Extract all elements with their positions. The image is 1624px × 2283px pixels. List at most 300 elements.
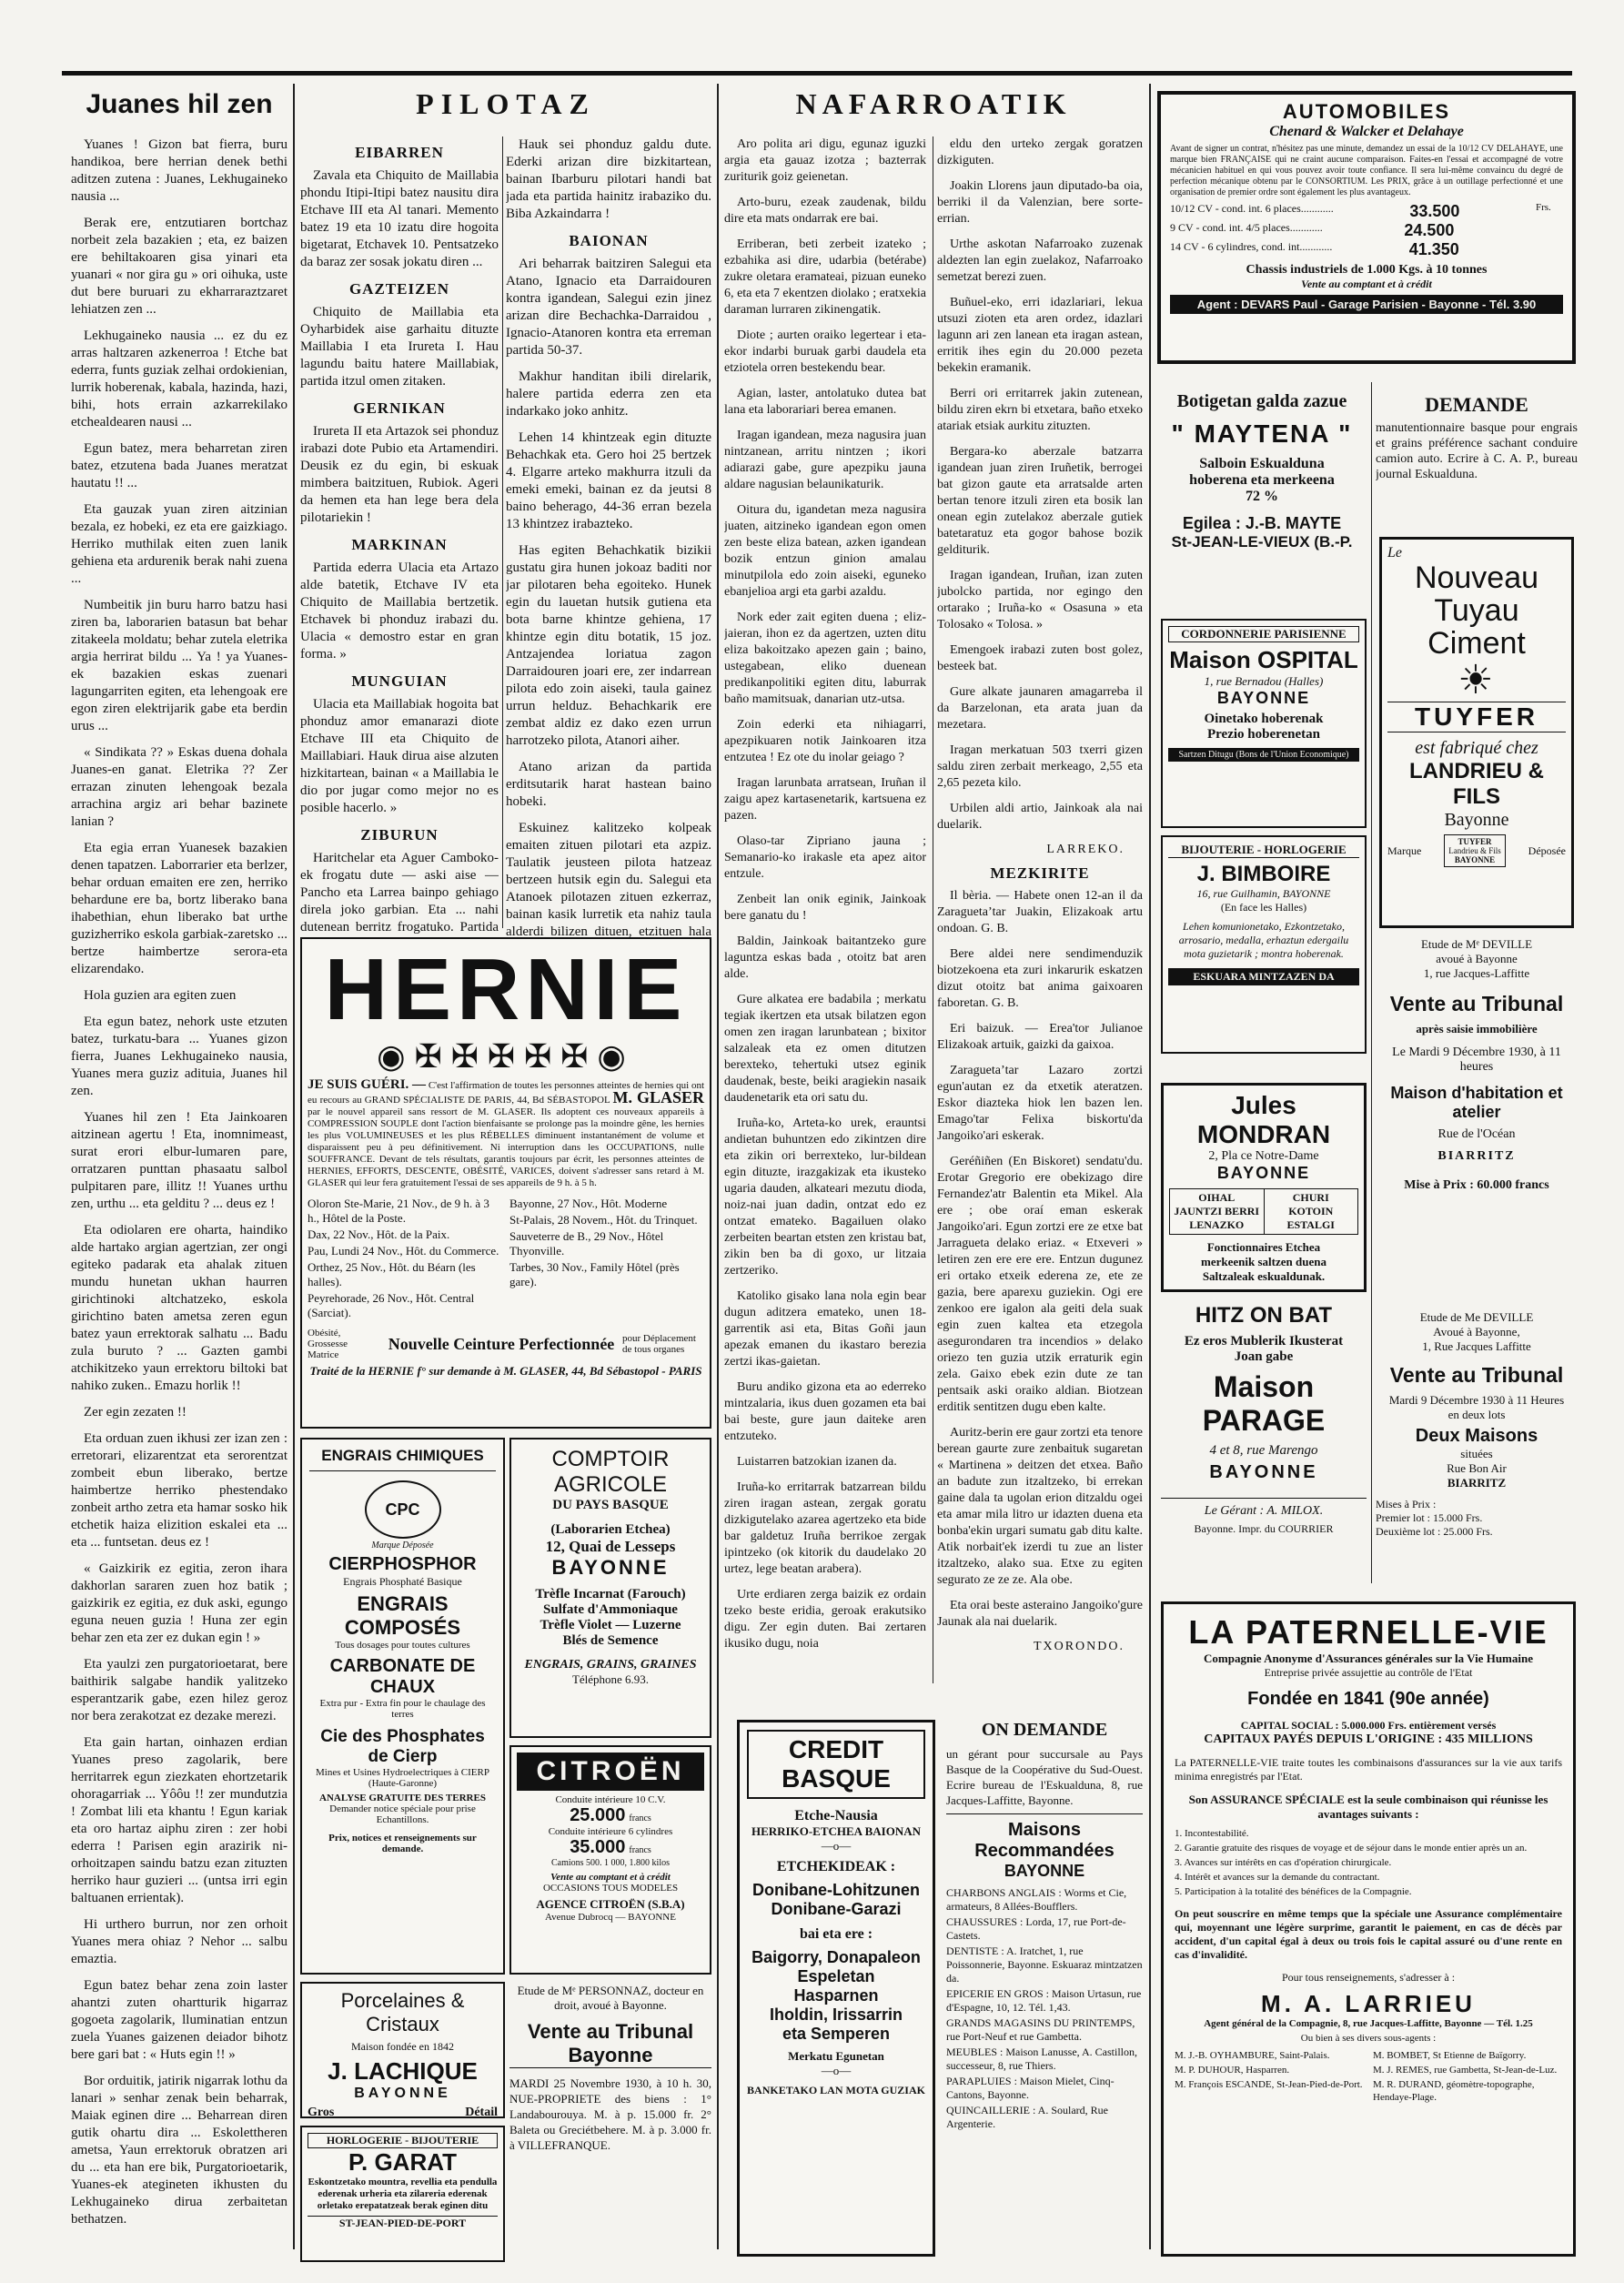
subsection-title: MARKINAN: [351, 536, 448, 553]
ad-text: est fabriqué chez: [1415, 738, 1538, 758]
paragraph: Partida ederra Ulacia eta Artazo alde batetik, Etchave IV eta Chiquito de Maillabia bertzetik. Etchavek bi phonduz irabazi du. Ulacia « demostro estar en gran forma. »: [300, 561, 499, 662]
ad-credit-basque: [737, 1720, 935, 2257]
ad-text: bai eta ere :: [799, 1926, 873, 1942]
paragraph: Iragan merkatuan 503 txerri gizen saldu ziren zerbait merkeago, 2,55 eta 2,65 pezeta kilo.: [937, 743, 1143, 790]
list-item: M. J.-B. OYHAMBURE, Saint-Palais.: [1175, 2050, 1330, 2061]
printer-line: Bayonne. Impr. du COURRIER: [1194, 1522, 1334, 1535]
ad-text: Entreprise privée assujettie au contrôle de l'Etat: [1264, 1666, 1473, 1679]
ad-text: CHURI: [1292, 1191, 1329, 1204]
article-title: Juanes hil zen: [86, 89, 273, 119]
paragraph: Eta orai beste asteraino Jangoiko'gure Jaunak ala nai duelarik.: [937, 1599, 1143, 1629]
paragraph: Bergara-ko aberzale batzarra igandean juan ziren Iruñetik, berrogei bat gizon gaute eta arratsalde arten bertan tenore itzuli ziren eta bosik lan onean egin zutelakoz aberzale gutiek batetaratuz eta gogor bahose bozik gelditurik.: [937, 445, 1143, 557]
price-unit: francs: [629, 1845, 651, 1855]
paragraph: Urbilen aldi artio, Jainkoak ala nai duelarik.: [937, 802, 1143, 832]
ad-garat: [300, 2126, 505, 2262]
price-value: 41.350: [1408, 240, 1459, 258]
ad-title: HITZ ON BAT: [1195, 1303, 1333, 1328]
ad-text: Marque Déposée: [371, 1541, 434, 1551]
ad-text: OIHAL: [1198, 1191, 1236, 1204]
paragraph: Agian, laster, antolatuko dutea bat lana eta laborariari berea emanen.: [724, 387, 926, 417]
ad-text: Maison d'habitation et atelier: [1390, 1084, 1563, 1121]
paragraph: Egun batez, mera beharretan ziren batez, etzutena bada Juanes meratzat hautatu !! ...: [71, 441, 287, 490]
pilotaz-col-b: [506, 136, 711, 937]
ad-title: Porcelaines & Cristaux: [340, 1989, 465, 2036]
medal-icon: ✠: [524, 1038, 561, 1075]
paragraph: Bor orduitik, jatirik nigarrak lothu da lanari » senhar zenak bein beharrak, Maiak eginen dire ... Beharrean diren gutik ohartu dira ... Eskolettheren ametsa, Yaun errektoruk obratzen ari du ... eta han ere bik, Purgatorioetarik, Yuanes-ek ategineten ikhusten du Lekhugaineko dirua zerbaitetan bethatzen.: [71, 2074, 287, 2227]
paragraph: Luistarren batzokian izanen da.: [737, 1455, 897, 1469]
advantages-list: [1175, 1827, 1562, 1898]
ad-text: LENAZKO: [1189, 1218, 1245, 1231]
ad-text: Botigetan galda zazue: [1176, 391, 1347, 411]
ad-text: situées: [1460, 1447, 1493, 1460]
ad-title: COMPTOIR AGRICOLE: [551, 1447, 670, 1497]
ad-text: après saisie immobilière: [1416, 1022, 1538, 1035]
ad-text: Ou bien à ses divers sous-agents :: [1300, 2033, 1437, 2044]
ad-text: Demander notice spéciale pour prise Echantillons.: [329, 1803, 476, 1825]
paragraph: Chiquito de Maillabia eta Oyharbidek aise garhaitu dituzte Maillabia I eta Irureta I. Hau lagundu baitu hatere Maillabiak, partida itzul omen zitaken.: [300, 305, 499, 389]
paragraph: Katoliko gisako lana nola egin bear dugun aditzera emateko, unen 18-garrentik asi eta, Bitas Goñi jaun apezak emanen du ikastaro berezia zertzi ikas-gaietan.: [724, 1289, 926, 1369]
ad-text: BIARRITZ: [1437, 1149, 1516, 1163]
ad-parage: [1161, 1303, 1367, 1567]
ad-text: Baigorry, Donapaleon: [751, 1948, 921, 1966]
article-body: [71, 136, 287, 2228]
ad-text: Prezio hoberenetan: [1206, 727, 1320, 742]
ad-text: Avant de signer un contrat, n'hésitez pas une minute, demandez un essai de la 10/12 CV DELAHAYE, une marque bien FRANÇAISE qui ne craint aucune comparaison. Faites-en l'essai et accompagné de votre mécanicien habituel en qui vous pouvez avoir toute confiance. Il sera lui-même convaincu du degré de perfection mécanique obtenu par le CONSORTIUM. Les PRIX, grâce à un outillage perfectionné et une organisation de premier ordre sont également les plus avantageux.: [1170, 144, 1563, 197]
paragraph: Has egiten Behachkatik bizikii gustatu gira hunen jokoaz baditi nor jar pilotaren beha egoiteko. Hunek egin du lauetan hutsik gutiena eta bota barne khintze gehiena, 17 khintze egin ditu botatik, 15 joz. Antzajendea loriatua zagon Darraidouren joari ere, zer indarrean pilota edo zoin aiseki, taula gainez urrun helduz. Behachkarik ere zembat aldiz ez dako ezen urrun harrotzeko pilota, Atanori aiher.: [506, 543, 711, 748]
ad-bimboire: [1161, 835, 1367, 1054]
paragraph: Yuanes hil zen ! Eta Jainkoaren aitzinean agertu ! Eta, inomnimeast, surat erori elbur-lumaren pare, orratzaren punttan phasaatu salbol pulpitaren pare, illitz !! Yuanes urthu zen, urthu ... eta gelditu ? ... deus ez !: [71, 1110, 287, 1211]
subsection-title: MEZKIRITE: [990, 864, 1090, 882]
price-row: [1170, 221, 1563, 240]
paragraph: Joakin Llorens jaun diputado-ba oia, berriki il da Valenzian, bere sorte-errian.: [937, 179, 1143, 226]
ad-text: Avenue Dubrocq — BAYONNE: [545, 1912, 676, 1923]
paragraph: Iragan igandean, Iruñan, izan zuten jubolcko partida, nor egingo den ortarako ; Iruña-ko « Osasuna » eta Tolosako « Tolosa. »: [937, 569, 1143, 631]
subsection-title: EIBARREN: [355, 144, 444, 161]
paragraph: Iruña-ko, Arteta-ko urek, erauntsi andietan buhuntzen edo zikintzen dire eta zikin ori berrexteko, lur-bildean egin dituzte, irazgakizak eta ikusteko ugaria dauden, alkateari mezutu dioda, noiz-nai juan dadin, ontzat edo ez ontzat emateko. Bagailuen olako zerbeiten beartan etsten zen kristau bat, zikin ben ba di goxo, ur litzaia zertzeriko.: [724, 1116, 926, 1278]
ad-text: HERRIKO-ETCHEA BAIONAN: [751, 1824, 921, 1838]
list-item: M. J. REMES, rue Gambetta, St-Jean-de-Luz.: [1373, 2065, 1558, 2076]
price-value: 24.500: [1404, 221, 1455, 239]
ad-text: Téléphone 6.93.: [571, 1672, 650, 1686]
town-item: St-Palais, 28 Novem., Hôt. du Trinquet.: [509, 1213, 698, 1227]
ad-foot: pour Déplacement de tous organes: [622, 1333, 696, 1355]
town-item: Pau, Lundi 24 Nov., Hôt. du Commerce.: [308, 1244, 499, 1258]
ad-text: Le Mardi 9 Décembre 1930, à 11 heures: [1392, 1046, 1561, 1074]
ad-foot: Nouvelle Ceinture Perfectionnée: [388, 1334, 615, 1353]
paragraph: Buru andiko gizona eta ao ederreko mintzalaria, ikus duen gozamen eta bai bai beste, gure jaun daiteke aren entzuteko.: [724, 1380, 926, 1443]
ad-text: La PATERNELLE-VIE traite toutes les combinaisons d'assurances sur la vie aux tarifs minima enregistrés par l'Etat.: [1175, 1756, 1562, 1783]
ad-text: ESKUARA MINTZAZEN DA: [1168, 968, 1359, 985]
ad-text: Premier lot : 15.000 Frs.: [1376, 1511, 1483, 1524]
list-item: PARAPLUIES : Maison Mielet, Cinq-Cantons, Bayonne.: [946, 2075, 1115, 2101]
ad-text: Deux Maisons: [1415, 1426, 1538, 1446]
ad-text: Joan gabe: [1234, 1349, 1294, 1364]
seal-text: BAYONNE: [1454, 855, 1496, 864]
list-item: M. François ESCANDE, St-Jean-Pied-de-Port.: [1175, 2079, 1363, 2090]
ad-foot: Obésité, Grossesse Matrice: [308, 1328, 348, 1360]
paragraph: Gure alkate jaunaren amagarreba il da Barzelonan, eta arata juan da mezetara.: [937, 685, 1143, 732]
ad-title: Vente au Tribunal Bayonne: [509, 2020, 711, 2068]
ad-text: 1, rue Jacques-Laffitte: [1423, 966, 1530, 980]
list-item: 3. Avances sur intérêts en cas d'opération chirurgicale.: [1175, 1857, 1392, 1868]
ad-text: Marque: [1387, 843, 1422, 857]
top-rule: [62, 71, 1572, 76]
ad-text: BAYONNE: [551, 1556, 670, 1579]
ad-text: BAYONNE: [1209, 1462, 1318, 1482]
ad-title: CITROËN: [517, 1753, 704, 1791]
medal-icon: ✠: [560, 1038, 598, 1075]
brand-name: TUYFER: [1387, 702, 1566, 732]
ad-text: Fonctionnaires Etchea: [1206, 1240, 1321, 1254]
ad-text: Conduite intérieure 10 C.V.: [555, 1794, 666, 1805]
paragraph: Eskuinez kalitzeko kolpeak emaiten zituen pilotari eta azpiz. Taulatik jeusteen pilota hatzeaz bertzeen hutsik egin du. Salegui eta Atanoek pilotazen zituen ezkerraz, bainan kasik lurretik eta nahiz taula alderdi bilizen dituen, etzituen hala: [506, 821, 711, 937]
ad-text: Extra pur - Extra fin pour le chaulage des terres: [319, 1698, 486, 1720]
ad-title: Maison OSPITAL: [1169, 646, 1358, 673]
ad-text: —o—: [821, 2064, 852, 2077]
ad-paternelle: [1161, 1601, 1576, 2257]
ad-text: Prix, notices et renseignements sur demande.: [328, 1833, 477, 1854]
column-divider: [1149, 84, 1151, 2249]
paragraph: Auritz-berin ere gaur zortzi eta tenore berean gaurte zure zenbaituk sugaretan « Martinena » deitzen det etxea. Baño an badute zun itzaltzeko, bi errekan gaine dala ta ugolan erion ditzaldu ogei eta amar mila litro ur idazten duena eta bonba'ekin urgari sumatu gab ditu kalte. Atik norbait'ek izerdi tu zue an lister itzaltzeko, alako sua. Etxe zu egiten segurato ze ze ze. Ala obe.: [937, 1426, 1143, 1587]
ad-title: J. BIMBOIRE: [1196, 862, 1331, 886]
ad-text: Vente au comptant et à crédit: [1301, 278, 1432, 290]
list-item: EPICERIE EN GROS : Maison Urtasun, rue d'Espagne, 10, 12. Tél. 1,43.: [946, 1987, 1142, 2014]
price-row: [1170, 240, 1563, 259]
ad-text: Donibane-Garazi: [771, 1900, 902, 1918]
ad-text: Etche-Nausia: [794, 1808, 878, 1823]
ad-text: —o—: [821, 1839, 852, 1853]
list-item: M. BOMBET, St Etienne de Baïgorry.: [1373, 2050, 1527, 2061]
ad-on-demande: [946, 1720, 1143, 2257]
ad-text: OCCASIONS TOUS MODELES: [542, 1883, 679, 1894]
ad-text: JAUNTZI BERRI: [1174, 1205, 1260, 1217]
paragraph: Irureta II eta Artazok sei phonduz irabazi dote Pubio eta Artamendiri. Deusik ez du egin, bi eskuak mimbera baitzituen, Rubiok. Ageri da hemen eta han lege bera dela pilotariekin !: [300, 424, 499, 525]
paragraph: Egun batez behar zena zoin laster ahantzi zuten ohartturik higarraz gogoeta zagolarik, lluminatian entzun zuela Yuanes gaizenen deiador bihotz bere gari bat : « Huts egin !! »: [71, 1978, 287, 2062]
price-unit: [1536, 240, 1563, 259]
ad-text: Cie des Phosphates de Cierp: [320, 1727, 485, 1766]
column-juanes: [71, 84, 287, 2258]
list-item: CHARBONS ANGLAIS : Worms et Cie, armateurs, 8 Allées-Boufflers.: [946, 1886, 1127, 1913]
paragraph: « Gaizkirik ez egitia, zeron ihara dakhorlan sararen zuen hoz batik ; gaizkirik ez egitia, ez duk aski, egungo eguna neuen guzia ! Huna zer egin behar zen eta zer ez dukan egin ! »: [71, 1561, 287, 1645]
town-item: Orthez, 25 Nov., Hôt. du Béarn (les halles).: [308, 1260, 476, 1288]
ad-mondran: [1161, 1083, 1367, 1292]
ad-text: Engrais Phosphaté Basique: [343, 1575, 462, 1588]
paragraph: Nork eder zait egiten duena ; eliz-jaieran, ihon ez da agertzen, uzten ditu eliza bakoitzako apezen gain ; baino, ustegabean, eliko duenean predikanpolitiki egiten ditu, laburrak baño mamitsuak, danarian utz-utsa.: [724, 611, 926, 706]
ad-text: On peut souscrire en même temps que la spéciale une Assurance complémentaire qui, moyennant une légère surprime, garantit le paiement, en cas de décès par accident, d'un capital égal à deux ou trois fois le capital assuré ou d'une rente en cas d'invalidité.: [1175, 1907, 1562, 1961]
column-divider: [717, 84, 719, 2249]
ad-text: CARBONATE DE CHAUX: [329, 1656, 476, 1697]
ad-text: M. A. LARRIEU: [1261, 1990, 1476, 2017]
ad-text: BANKETAKO LAN MOTA GUZIAK: [747, 2084, 925, 2096]
ad-text: Avoué à Bayonne,: [1433, 1325, 1520, 1338]
ad-text: Mise à Prix : 60.000 francs: [1404, 1178, 1549, 1192]
seal-text: Landrieu & Fils: [1448, 846, 1501, 855]
ad-text: Salboin Eskualduna: [1199, 456, 1325, 471]
ad-text: Iholdin, Irissarrin: [769, 2005, 903, 2024]
ad-title: " MAYTENA ": [1171, 419, 1353, 448]
ad-text: Agent : DEVARS Paul - Garage Parisien - Bayonne - Tél. 3.90: [1170, 295, 1563, 314]
ad-text: ANALYSE GRATUITE DES TERRES: [319, 1793, 486, 1803]
ad-text: BAYONNE: [1216, 689, 1311, 707]
ad-text: Rue Bon Air: [1447, 1461, 1507, 1475]
paragraph: Ulacia eta Maillabiak hogoita bat phonduz amor emanarazi diote Etchave III eta Chiquito de Maillabiari. Hauk dirua aise alzuten hizkitartean, bainan « a Maillabia le dio por jugar como mejor no es posible hacerlo. »: [300, 697, 499, 815]
ad-text: Chassis industriels de 1.000 Kgs. à 10 tonnes: [1246, 263, 1488, 277]
price: 25.000: [570, 1805, 626, 1825]
price-value: 33.500: [1409, 202, 1460, 220]
ad-text: un gérant pour succursale au Pays Basque de la Coopérative du Sud-Ouest. Ecrire bureau de l'Eskualduna, 8, rue Jacques-Laffitte, Bayonne.: [946, 1747, 1143, 1807]
ad-text: Etude de Mᵉ PERSONNAZ, docteur en droit, avoué à Bayonne.: [517, 1984, 704, 2012]
ad-title: Jules MONDRAN: [1196, 1091, 1331, 1148]
ad-text: Mardi 9 Décembre 1930 à 11 Heures: [1388, 1393, 1565, 1407]
column-divider: [502, 136, 503, 928]
town-list: [509, 1197, 704, 1322]
ad-text: BIJOUTERIE - HORLOGERIE: [1168, 843, 1359, 858]
subsection-title: ZIBURUN: [360, 826, 439, 843]
ad-title: HORLOGERIE - BIJOUTERIE: [308, 2133, 498, 2148]
ad-text: Egilea : J.-B. MAYTE: [1182, 514, 1342, 532]
ad-title: LANDRIEU & FILS: [1409, 759, 1544, 809]
list-item: CHAUSSURES : Lorda, 17, rue Port-de-Castets.: [946, 1915, 1126, 1942]
ad-text: Hasparnen: [793, 1986, 879, 2005]
paragraph: Eta orduan zuen ikhusi zer izan zen : erretorari, elizarentzat eta serorentzat zombeit ebun liberako, bertze haimbertze herriko phestendako zonbeit artho zetra eta hamar sosko hik etchetik haiza elizition eskalei eta ... eta ... funtsetan. deus ez !: [71, 1431, 287, 1550]
list-item: 4. Intérêt et avances sur la demande du contractant.: [1175, 1872, 1380, 1883]
ad-text: en deux lots: [1447, 1408, 1506, 1421]
sun-rays-icon: ☀: [1458, 658, 1496, 702]
ad-title: Nouveau: [1414, 561, 1539, 595]
medal-icon: ✠: [450, 1038, 488, 1075]
column-divider: [1371, 382, 1372, 1583]
ad-text: Oinetako hoberenak: [1204, 712, 1324, 726]
ad-title: HERNIE: [324, 941, 688, 1038]
ad-text: CORDONNERIE PARISIENNE: [1168, 626, 1359, 642]
paragraph: Atano arizan da partida erditsutarik harat hastean baino hobeki.: [506, 760, 711, 809]
subsection-title: GERNIKAN: [353, 399, 446, 417]
ad-text: DU PAYS BASQUE: [552, 1498, 669, 1512]
nafarroa-header: [724, 84, 1143, 138]
medal-icon: ◉: [597, 1038, 635, 1075]
ad-name: M. GLASER: [612, 1088, 704, 1106]
paragraph: Eta egun batez, nehork uste etzuten batez, turkatu-bara ... Yuanes gizon fierra, Juanes Lekhugaineko nausia, Yuanes mera guziz adituia, Juanes hil zen.: [71, 1015, 287, 1098]
ad-title: Maisons Recommandées: [946, 1813, 1143, 1862]
ad-text: avoué à Bayonne: [1436, 952, 1518, 965]
town-item: Tarbes, 30 Nov., Family Hôtel (près gare).: [509, 1260, 680, 1288]
list-item: QUINCAILLERIE : A. Soulard, Rue Argenterie.: [946, 2104, 1108, 2130]
ad-text: Vente au comptant et à crédit: [550, 1872, 671, 1883]
paragraph: Bere aldei nere sendimenduzik biotzekoena eta zuri inkarurik eskatzen dizut otoitz bat anima gaixoaren faboretan. G. B.: [937, 947, 1143, 1010]
price-unit: Frs.: [1535, 202, 1551, 213]
ad-title: AUTOMOBILES: [1282, 100, 1451, 123]
gerant-line: Le Gérant : A. MILOX.: [1161, 1498, 1367, 1519]
ad-text: ESTALGI: [1286, 1218, 1335, 1231]
ad-deville-1: [1376, 937, 1578, 1301]
ad-text: hoberena eta merkeena: [1189, 472, 1335, 488]
price-unit: [1536, 221, 1563, 240]
ad-text: Mines et Usines Hydroelectriques à CIERP (Haute-Garonne): [316, 1767, 489, 1789]
paragraph: Eri baizuk. — Erea'tor Julianoe Elizakoak artuik, gaizki da gaixoa.: [937, 1022, 1143, 1052]
paragraph: Eta gain hartan, oinhazen erdian Yuanes preso zagolarik, bere herritarrek egun ziezkaten ehortzetarik ohoragarriak ... Yôôu !! zer mundutzia ! Zombat lili eta khantu ! Egun kariak eta oro hartaz aiphu ziren : zer hobi ederra ! Parisen egin arazirik ni-orhoitzapen saindu batzu ezan zituzten herriko haur guzieri ... (untsa irri egin baltuanen errientak).: [71, 1735, 287, 1905]
paragraph: Emengoek irabazi zuten bost golez, besteek bat.: [937, 643, 1143, 673]
paragraph: Iragan larunbata arratsean, Iruñan il zaigu apez kartasenetarik, kartsuena ez pazen.: [724, 776, 926, 823]
list-item: M. P. DUHOUR, Hasparren.: [1175, 2065, 1290, 2076]
subsection-title: BAIONAN: [569, 232, 649, 249]
ad-citroen: [509, 1745, 711, 1975]
town-list: [308, 1197, 502, 1322]
paragraph: Yuanes ! Gizon bat fierra, buru handikoa, bere herrian denek bethi aditzen zutena : Juanes, Lekhugaineko nausia ...: [71, 137, 287, 204]
paragraph: Eta yaulzi zen purgatorioetarat, bere baithirik salgabe handik yalitzeko esperantzarik gabe, ezen hilez geroz nor bera zerakotzat ez dezake merezi.: [71, 1657, 287, 1723]
ad-text: CIERPHOSPHOR: [328, 1554, 477, 1574]
ad-title: Ciment: [1427, 626, 1526, 661]
paragraph: Zaraguetaʼtar Lazaro zortzi egun'autan ez da etxetik ateratzen. Eskor diazteka hiok len bazen len. Emago'tar Felixa biskortu'da Jangoiko'ari eskerak.: [937, 1064, 1143, 1143]
signature: TXORONDO.: [1033, 1640, 1125, 1653]
ad-text: Etude de Me DEVILLE: [1419, 1310, 1534, 1324]
section-title: PILOTAZ: [416, 87, 596, 120]
paragraph: Makhur handitan ibili direlarik, halere partida ederra zen eta indarkako joko anhitz.: [506, 369, 711, 419]
paragraph: Aro polita ari digu, egunaz iguzki argia eta gauaz izotza ; bazterrak zuriturik goiz geienetan.: [724, 137, 926, 184]
paragraph: Eta gauzak yuan ziren aitzinian bezala, ez hobeki, ez eta ere gaizkiago. Herriko muthilak eiten zuen lanik gehiena eta ardurenik berak nahi zuena ...: [71, 502, 287, 586]
ad-text: ETCHEKIDEAK :: [776, 1859, 896, 1874]
paragraph: Berak ere, entzutiaren bortchaz norbeit zela bazakien ; eta, ez baizen ere behiltakoaren gisa yinari eta yuanari « nor gira gu » ori oihuka, uste dut bere buruari zu ekharraraztzaret lehiatzen zen ...: [71, 216, 287, 317]
paragraph: Diote ; aurten oraiko legertear i eta-ekor indarbi buruak garbi daudela eta etziotela orren bestekendu bear.: [724, 328, 926, 375]
ad-nouveau-tuyau: [1379, 537, 1574, 928]
ad-text: Compagnie Anonyme d'Assurances générales sur la Vie Humaine: [1204, 1652, 1533, 1665]
ad-title: ON DEMANDE: [981, 1720, 1108, 1740]
medal-icon: ◉: [377, 1038, 415, 1075]
price-label: 9 CV - cond. int. 4/5 places............: [1170, 221, 1323, 234]
ad-text: BAYONNE: [1216, 1164, 1311, 1182]
ad-engrais: [300, 1438, 505, 1975]
ad-text: Lehen komunionetako, Ezkontzetako, arrosario, medalla, erhaztun edergailu mota guzietarik ; montra hoberenak.: [1178, 920, 1349, 960]
ad-text: Sulfate d'Ammoniaque: [543, 1602, 678, 1617]
nafarroa-col-b: [937, 136, 1143, 1683]
town-item: Peyrehorade, 26 Nov., Hôt. Central (Sarciat).: [308, 1291, 475, 1319]
price-row: [1170, 202, 1563, 221]
subsection-title: GAZTEIZEN: [348, 280, 450, 298]
ad-text: Trèfle Violet — Luzerne: [540, 1618, 681, 1632]
ad-text: Saltzaleak eskualdunak.: [1202, 1269, 1326, 1283]
ad-title: ENGRAIS CHIMIQUES: [309, 1447, 496, 1471]
paragraph: Baldin, Jainkoak baitantzeko gure laguntza eskas bada , otoitz bat aren alde.: [724, 934, 926, 981]
paragraph: Urthe askotan Nafarroako zuzenak aldezten lan egin zuelakoz, Nafarroako semetzat berezi zuen.: [937, 237, 1143, 284]
seal-text: TUYFER: [1458, 837, 1492, 846]
list-item: 1. Incontestabilité.: [1175, 1828, 1249, 1839]
ad-text: Rue de l'Océan: [1437, 1127, 1516, 1141]
ad-title: Vente au Tribunal: [1389, 1363, 1564, 1387]
ad-text: Le: [1387, 545, 1402, 561]
medal-icon: ✠: [487, 1038, 525, 1075]
ad-text: Ez eros Mublerik Ikusterat: [1184, 1334, 1344, 1349]
ad-text: Conduite intérieure 6 cylindres: [548, 1826, 673, 1837]
paragraph: Ari beharrak baitziren Salegui eta Atano, Ignacio eta Darraidouren kontra igandean, Salegui ezin jinez arizan dire Bechachka-Darraidou , Ignacio-Atanoren kontra eta erreman partida 50-37.: [506, 257, 711, 358]
ad-text: 1, rue Bernadou (Halles): [1204, 674, 1324, 688]
ad-intro: C'est l'affirmation de toutes les personnes atteintes de hernies qui ont eu recours au GRAND SPÉCIALISTE DE PARIS, 44, Bd SÉBASTOPOL: [308, 1080, 705, 1106]
paragraph: Iruña-ko erritarrak batzarrean bildu ziren iragan astean, zergak goratu dizkigutelako azarea agertzeko eta bide bar galdetuz Iruña berrikoe zergak ipintzeko (ok kitorik du daudelako 20 urtez, lege beatan arabera).: [724, 1480, 926, 1576]
ad-text: ST-JEAN-PIED-DE-PORT: [308, 2216, 498, 2230]
ad-text: J. LACHIQUE: [328, 2057, 478, 2085]
paragraph: Eta odiolaren ere oharta, haindiko alde hartako argian agertzian, zer ongi egiteko padarak eta ahalak zituen mundu hunetan ukhan haurren girichtinoki altchatzeko, eskola girichtino baten ametsa zeren egun batez yaun errektorak salhatu ... Badu zula buruto ? ... Gazten gambi atchikitzeko yaun errektoru biltoki bat nahiko zuken.. Emazu horlik !!: [71, 1223, 287, 1393]
ad-text: AGENCE CITROËN (S.B.A): [536, 1897, 685, 1911]
ad-text: Etude de Mᵉ DEVILLE: [1420, 937, 1533, 951]
subsection-title: MUNGUIAN: [351, 672, 448, 690]
section-title: NAFARROATIK: [795, 87, 1072, 120]
ad-text: St-JEAN-LE-VIEUX (B.-P.: [1171, 533, 1353, 551]
paragraph: « Sindikata ?? » Eskas duena dohala Juanes-en ganat. Eletrika ?? Zer errazan zinuten lehengoak bezala arrachina argiz ari behar bazinete lanian ?: [71, 745, 287, 829]
ad-title: BAYONNE: [1004, 1862, 1085, 1880]
ad-text: CAPITAUX PAYÉS DEPUIS L'ORIGINE : 435 MILLIONS: [1204, 1732, 1533, 1746]
price-list: [1170, 202, 1563, 259]
paragraph: Oitura du, igandetan meza nagusira juaten, aitzineko igandean egon omen zen beste eliza batean, azken igandean bozik entzun ginion amalau minutpilola edo zoin aiseki, eguneko ebanjelioa argi eta garbi azaldu.: [724, 503, 926, 599]
ad-title: Maison PARAGE: [1202, 1370, 1326, 1437]
ad-text: BAYONNE: [354, 2086, 451, 2101]
ad-text: Fondée en 1841 (90e année): [1247, 1689, 1489, 1709]
ad-text: 72 %: [1246, 489, 1278, 504]
agent-list: [1373, 2049, 1562, 2106]
medal-icon: ✠: [414, 1038, 451, 1075]
trademark-seal-icon: [1444, 834, 1506, 867]
ad-text: Tous dosages pour toutes cultures: [335, 1640, 470, 1651]
ad-text: Camions 500. 1 000, 1.800 kilos: [550, 1858, 670, 1868]
paragraph: Arto-buru, ezeak zaudenak, bildu dire eta mats ondarrak ere bai.: [724, 196, 926, 226]
ad-subtitle: Chenard & Walcker et Delahaye: [1269, 124, 1464, 139]
ad-deville-2: [1376, 1310, 1578, 1583]
ad-text: 2, Pla ce Notre-Dame: [1208, 1149, 1319, 1163]
ad-text: Bayonne: [1444, 810, 1509, 830]
paragraph: Zer egin zezaten !!: [84, 1405, 187, 1419]
ad-text: Déposée: [1528, 843, 1566, 857]
ad-title: DEMANDE: [1425, 393, 1528, 416]
price-label: 14 CV - 6 cylindres, cond. int............: [1170, 240, 1333, 253]
price-unit: francs: [629, 1813, 651, 1823]
ad-title: LA PATERNELLE-VIE: [1188, 1613, 1548, 1651]
cpc-logo-icon: CPC: [385, 1500, 420, 1519]
list-item: M. R. DURAND, géomètre-topographe, Hendaye-Plage.: [1373, 2079, 1535, 2103]
ad-text: 16, rue Guilhamin, BAYONNE: [1196, 887, 1331, 900]
price: 35.000: [570, 1837, 626, 1857]
ad-title: CREDIT BASQUE: [747, 1730, 925, 1799]
nafarroa-col-a: [724, 136, 926, 1683]
paragraph: eldu den urteko zergak goratzen dizkiguten.: [937, 137, 1143, 167]
paragraph: Urte erdiaren zerga baizik ez ordain tzeko beste eridia, geroak erakutsiko digu. Zer egin duten. Bai zertaren ikusiko dugu, noia: [724, 1588, 926, 1651]
ad-text: Gros: [308, 2106, 335, 2118]
paragraph: Geréñiñen (En Biskoret) sendatu'du. Erotar Gregorio ere obekizago dire Fernandez'atr Balentin eta Mikel. Ala ere ; obe oraí eman eskerak Jangoiko'ari. Egun zortzi ere ze etxe bat Jarragueta delako eriaz. « Etxeveri » letiren zen ere ere ere. Entzun dugunez eri ortako etxeik ederena ze, ete ze gazia, bere aparexu guziekin. Ogi ere zenkoo ere igalon ala geiti dela suak egin zuen kaltea eta etzegola asegurondaren tra incendios » delako oriezo ten guzia utzik erraturik egin zela. Gaixo ebek ezin dute ze tan pentsaik aski oraiko aldian. Biotzean erditik sentitzen dugu eben kalte.: [937, 1155, 1143, 1414]
paragraph: Olaso-tar Zipriano jauna ; Semanario-ko irakasle eta apez aitor entzule.: [724, 834, 926, 881]
shop-list: [946, 1886, 1143, 2131]
ad-text: Maison fondée en 1842: [351, 2040, 454, 2053]
ad-text: Deuxième lot : 25.000 Frs.: [1376, 1525, 1493, 1538]
paragraph: Hauk sei phonduz galdu dute. Ederki arizan dire bizkitartean, bainan Ibarburu pilotari handi bat jada eta partida hainitz irabaziko du. Biba Azkaindarra !: [506, 137, 711, 221]
paragraph: Numbeitik jin buru harro batzu hasi ziren ba, laborarien batasun bat behar zitakeela moldatu; behar zutela eletrika argia herrirat bildu ... Ya ! ya Yuanes-ek bazakien eskas zuenari lagungarriten egiten, eta lehengoak ere egon ziren elektrijarik gabe eta berdin urus ...: [71, 598, 287, 733]
ad-text: 12, Quai de Lesseps: [545, 1538, 676, 1555]
ad-hernie: [300, 937, 711, 1429]
ad-text: Son ASSURANCE SPÉCIALE est la seule combinaison qui réunisse les avantages suivants :: [1188, 1793, 1548, 1821]
ad-lead: JE SUIS GUÉRI. —: [308, 1077, 427, 1092]
paragraph: Hola guzien ara egiten zuen: [84, 988, 237, 1003]
column-divider: [293, 84, 295, 2249]
ad-personnaz: [509, 1984, 711, 2257]
price-label: 10/12 CV - cond. int. 6 places............: [1170, 202, 1334, 215]
town-item: Sauveterre de B., 29 Nov., Hôtel Thyonville.: [509, 1229, 664, 1258]
paragraph: Zavala eta Chiquito de Maillabia phondu Itipi-Itipi batez nausitu dira Etchave III eta Al tanari. Memento batez 19 eta 10 izatu dire hogoita bigetarat, Etchavek 10. Pentsatzeko da baraz zer sosak jokatu diren ...: [300, 168, 499, 269]
ad-demande: [1376, 393, 1578, 530]
ad-text: KOTOIN: [1288, 1205, 1334, 1217]
pilotaz-header: [300, 84, 711, 138]
ad-text: manutentionnaire basque pour engrais et grains préférence sachant conduire camion auto. Ecrire à C. A. P., bureau journal Eskualduna.: [1376, 421, 1578, 481]
ad-text: ENGRAIS COMPOSÉS: [344, 1592, 461, 1639]
ad-comptoir: [509, 1438, 711, 1738]
medals-row: [308, 1037, 704, 1076]
ad-automobiles: [1157, 91, 1576, 364]
list-item: MEUBLES : Maison Lanusse, A. Castillon, successeur, 8, rue Thiers.: [946, 2046, 1137, 2072]
ad-text: Donibane-Lohitzunen: [752, 1881, 920, 1899]
